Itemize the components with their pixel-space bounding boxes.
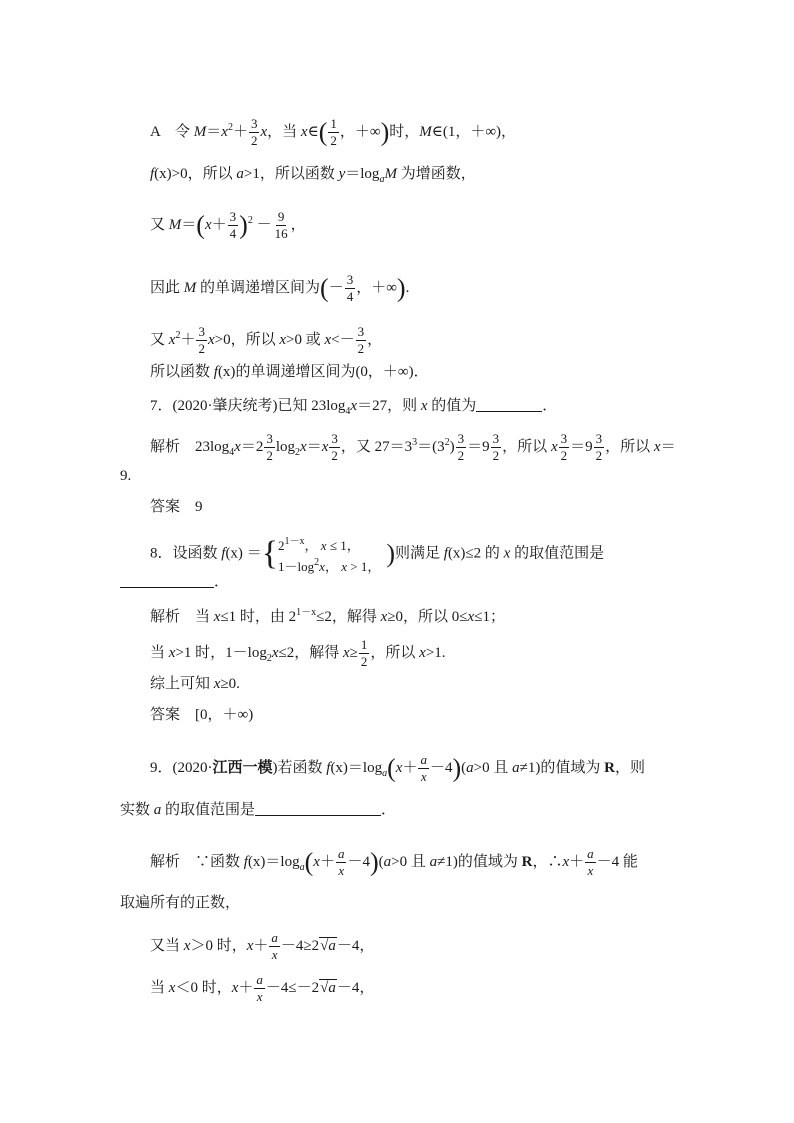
text: －4 [429,759,453,776]
text: ＜0 时， [175,979,232,996]
var: M [384,166,397,182]
var: x [207,331,215,348]
text: 的取值范围是 [161,802,256,818]
num: 9 [277,209,285,224]
sub: 4 [345,406,351,417]
sup: 2 [175,329,181,341]
text: ≠1)的值域为 [437,853,522,870]
var: f [213,364,218,380]
var: x [168,644,176,661]
var: a [512,759,520,776]
text: A 令 [150,123,194,140]
text: － [328,279,344,296]
var: x [550,438,558,455]
text: ＋ [211,216,227,233]
text: － [256,216,272,233]
text: ，所以 [370,644,420,661]
den: x [256,989,263,1004]
text: 江西一模 [212,759,273,776]
text: ＝9 [570,438,593,455]
text: ，所以 [502,438,551,455]
var: x [213,676,221,692]
sub: a [379,174,385,185]
line-22 [150,972,374,1005]
text: ＝(3 [417,438,445,455]
den: x [420,769,427,784]
var: a [153,802,162,818]
fraction [273,209,290,242]
var: f [326,759,331,776]
text: >1，所以函数 [243,166,339,182]
text: 的单调递增区间为(0，＋∞)． [235,364,429,380]
text: －4≥2 [280,937,320,954]
line-16 [150,705,253,725]
text: <－ [331,331,355,348]
line-18 [120,800,396,820]
var: f [243,853,248,870]
text: >0 且 [391,853,430,870]
sup: 2 [444,436,450,448]
line-1 [150,116,516,149]
var: x [324,331,332,348]
text: －4， [336,937,375,954]
text: ≤2，解得 [316,609,381,625]
var: x [279,331,287,348]
var: x [183,937,191,954]
text: >0 且 [473,759,513,776]
text: ≥ [349,644,358,661]
var: M [168,216,182,233]
line-7 [150,396,557,422]
paren-right: ) [369,847,379,877]
fraction [491,431,502,464]
text: R [521,853,533,870]
paren-left: ( [196,210,205,240]
den: 2 [330,133,337,148]
text: (x) [225,545,243,562]
text: ，＋∞ [339,123,381,140]
sub: a [299,861,305,873]
text: 所以函数 [150,364,214,380]
fraction [418,752,429,785]
paren-left: ( [387,753,396,783]
num: a [337,846,345,861]
text: ∈(1，＋∞)， [431,123,517,140]
brace-right: ) [386,539,395,568]
text: . [405,279,410,296]
fraction [559,431,570,464]
radical-sign: √ [320,979,329,996]
text: ( [378,853,384,870]
fraction [345,272,356,305]
text: 的值为 [427,398,477,414]
text: 解析 当 [150,609,214,625]
fraction [359,637,370,670]
radicand: a [328,979,336,996]
line-5 [150,324,382,357]
var: x [221,123,228,140]
var: f [150,166,155,182]
var: x [271,644,279,661]
text: ≥0. [220,676,240,692]
paren-left: ( [304,847,314,877]
fraction [456,431,467,464]
text: ＋ [319,853,335,870]
var: x [420,398,428,414]
text: ＝27，则 [357,398,421,414]
sup: 2 [247,214,253,226]
text: >1 时，1－log [175,644,267,661]
text: 又 [150,331,169,348]
den: x [271,947,278,962]
var: f [443,545,448,562]
den: 4 [229,226,237,241]
den: 2 [492,448,500,463]
line-21 [150,930,374,963]
text: ＞0 时， [190,937,247,954]
text: ≠1)的值域为 [519,759,605,776]
text: 的取值范围是 [510,545,605,562]
text: ＋ [569,853,585,870]
den: 2 [266,448,273,463]
fraction [329,431,340,464]
line-17 [150,752,645,785]
var: a [236,166,244,182]
fraction [196,324,207,357]
paren-right: ) [452,753,462,783]
var: x [321,438,329,455]
text: ＋ [253,937,269,954]
var: x [313,853,320,870]
fraction [254,972,265,1005]
text: ＝2 [240,438,264,455]
text: ≥0，所以 0≤ [387,609,468,625]
text: ≤1； [474,609,505,625]
var: a [383,853,392,870]
text: ，∴ [532,853,563,870]
text: ＝ [206,123,222,140]
text: ，则 [614,759,645,776]
paren-left: ( [318,117,328,147]
text: 当 [150,644,169,661]
text: ＝ [306,438,322,455]
den: 4 [346,289,354,304]
num: 3 [229,209,237,224]
line-9 [120,466,131,486]
text: R [604,759,615,776]
line-10 [150,497,203,517]
paren-left: ( [320,273,329,303]
num: a [256,972,263,987]
num: 3 [560,431,568,446]
text: >0，所以 [214,331,280,348]
radical-sign: √ [320,937,329,954]
var: a [429,853,438,870]
num: 3 [457,431,465,446]
text: ＋ [238,979,254,996]
text: ． [381,802,397,818]
text: 9. [120,468,132,484]
paren-right: ) [380,117,390,147]
line-19 [150,846,638,879]
num: a [420,752,427,767]
text: 的单调递增区间为 [196,279,321,296]
text: ＋ [402,759,418,776]
text: ∈ [307,123,319,140]
paren-right: ) [239,210,248,240]
text: 答案 9 [150,499,203,515]
var: y [338,166,346,182]
den: 2 [331,448,338,463]
line-14 [150,637,446,670]
var: x [231,979,239,996]
den: x [338,863,345,878]
text: 解析 23log [150,438,230,455]
text: 为增函数， [396,166,476,182]
var: x [246,937,254,954]
case-2: $1-\log^2x$， x > 1， [278,557,381,574]
sqrt [319,937,337,954]
line-20 [120,893,240,913]
num: 1 [360,637,368,652]
fraction [585,846,596,879]
var: x [213,609,221,625]
text: ＝log [345,166,380,182]
text: 又当 [150,937,184,954]
text: (x) [217,364,236,380]
sub: 2 [295,446,301,458]
den: 2 [360,654,368,669]
text: ＝ [181,216,197,233]
brace-left: { [261,535,279,572]
text: 则满足 [395,545,444,562]
text: 7．(2020·肇庆统考)已知 23log [150,398,346,414]
den: 2 [560,448,568,463]
text: 取遍所有的正数， [120,895,241,911]
fraction [228,209,239,242]
num: 3 [357,324,365,339]
num: 3 [198,324,205,339]
den: 2 [595,448,603,463]
text: ，＋∞ [356,279,397,296]
text: ，所以 [605,438,654,455]
line-6 [150,362,429,382]
text: －4≤－2 [265,979,320,996]
num: 3 [492,431,500,446]
text: 时， [389,123,420,140]
den: 2 [198,341,205,356]
var: M [193,123,207,140]
text: 当 [150,979,169,996]
var: x [503,545,511,562]
num: 3 [595,431,603,446]
answer-blank [476,396,542,412]
den: 2 [250,133,258,148]
sub: a [382,767,388,779]
var: x [350,398,358,414]
text: －4 能 [596,853,638,870]
var: x [300,123,308,140]
text: 又 [150,216,169,233]
radicand: a [328,937,336,954]
sub: 2 [266,652,272,664]
text: ． [542,398,558,414]
text: ． [214,574,230,590]
den: 16 [274,226,288,241]
var: x [168,331,176,348]
text: 因此 [150,279,184,296]
text: log [275,438,296,455]
paren-right: ) [396,273,406,303]
line-4 [150,272,409,305]
text: )若函数 [272,759,327,776]
text: (x)≤2 的 [447,545,504,562]
sub: 4 [229,446,235,458]
fraction [249,116,260,149]
text: 解析 ∵函数 [150,853,244,870]
line-15 [150,674,240,694]
var: M [419,123,432,140]
var: x [234,438,241,455]
text: ≤1 时，由 2 [220,609,297,625]
var: x [653,438,661,455]
text: (x)>0，所以 [154,166,237,182]
sup: 1－x [296,607,317,618]
line-2 [150,164,476,190]
num: a [587,846,594,861]
sqrt [319,979,337,996]
answer-blank [120,572,214,588]
fraction [328,116,339,149]
var: x [168,979,176,996]
text: －4， [336,979,375,996]
num: 3 [266,431,273,446]
text: >1. [425,644,446,661]
text: (x)＝log [330,759,383,776]
text: ＋ [180,331,196,348]
var: x [342,644,350,661]
text: ，当 [267,123,301,140]
var: x [562,853,570,870]
num: 3 [331,431,338,446]
num: 3 [250,116,258,131]
text: －4 [347,853,370,870]
num: 3 [346,272,354,287]
text: 实数 [120,802,154,818]
text: ， [290,216,306,233]
text: 综上可知 [150,676,214,692]
text: ( [461,759,467,776]
text: ≤2，解得 [278,644,343,661]
var: x [204,216,212,233]
line-3 [150,209,306,242]
den: 2 [457,448,465,463]
text: ， [367,331,383,348]
fraction [356,324,367,357]
var: x [419,644,426,661]
var: x [260,123,268,140]
den: x [587,863,594,878]
text: ＝9 [467,438,490,455]
text: ＋ [232,123,248,140]
text: ＝ [242,545,262,562]
text: (x)＝log [247,853,300,870]
var: f [221,545,226,562]
answer-blank [255,800,381,816]
fraction [269,930,280,963]
fraction [264,431,275,464]
line-11 [150,533,604,575]
line-13 [150,603,505,627]
fraction [594,431,605,464]
line-8 [150,431,676,464]
var: x [395,759,403,776]
num: a [271,930,278,945]
text: 答案 [0，＋∞) [150,707,254,723]
var: M [183,279,197,296]
var: x [467,609,475,625]
piecewise-cases [278,533,380,575]
var: a [466,759,474,776]
den: 2 [357,341,365,356]
fraction [336,846,347,879]
var: x [380,609,388,625]
text: >0 或 [286,331,325,348]
line-12 [120,572,229,592]
text: ) [449,438,455,455]
text: ，又 27＝3 [340,438,413,455]
text: 8．设函数 [150,545,222,562]
text: ＝ [660,438,676,455]
text: 9．(2020· [150,759,213,776]
var: x [300,438,307,455]
sup: 3 [412,436,418,448]
case-1: $2^{1-x}$， x ≤ 1， [278,536,360,553]
num: 1 [330,116,337,131]
sup: 2 [227,121,233,133]
